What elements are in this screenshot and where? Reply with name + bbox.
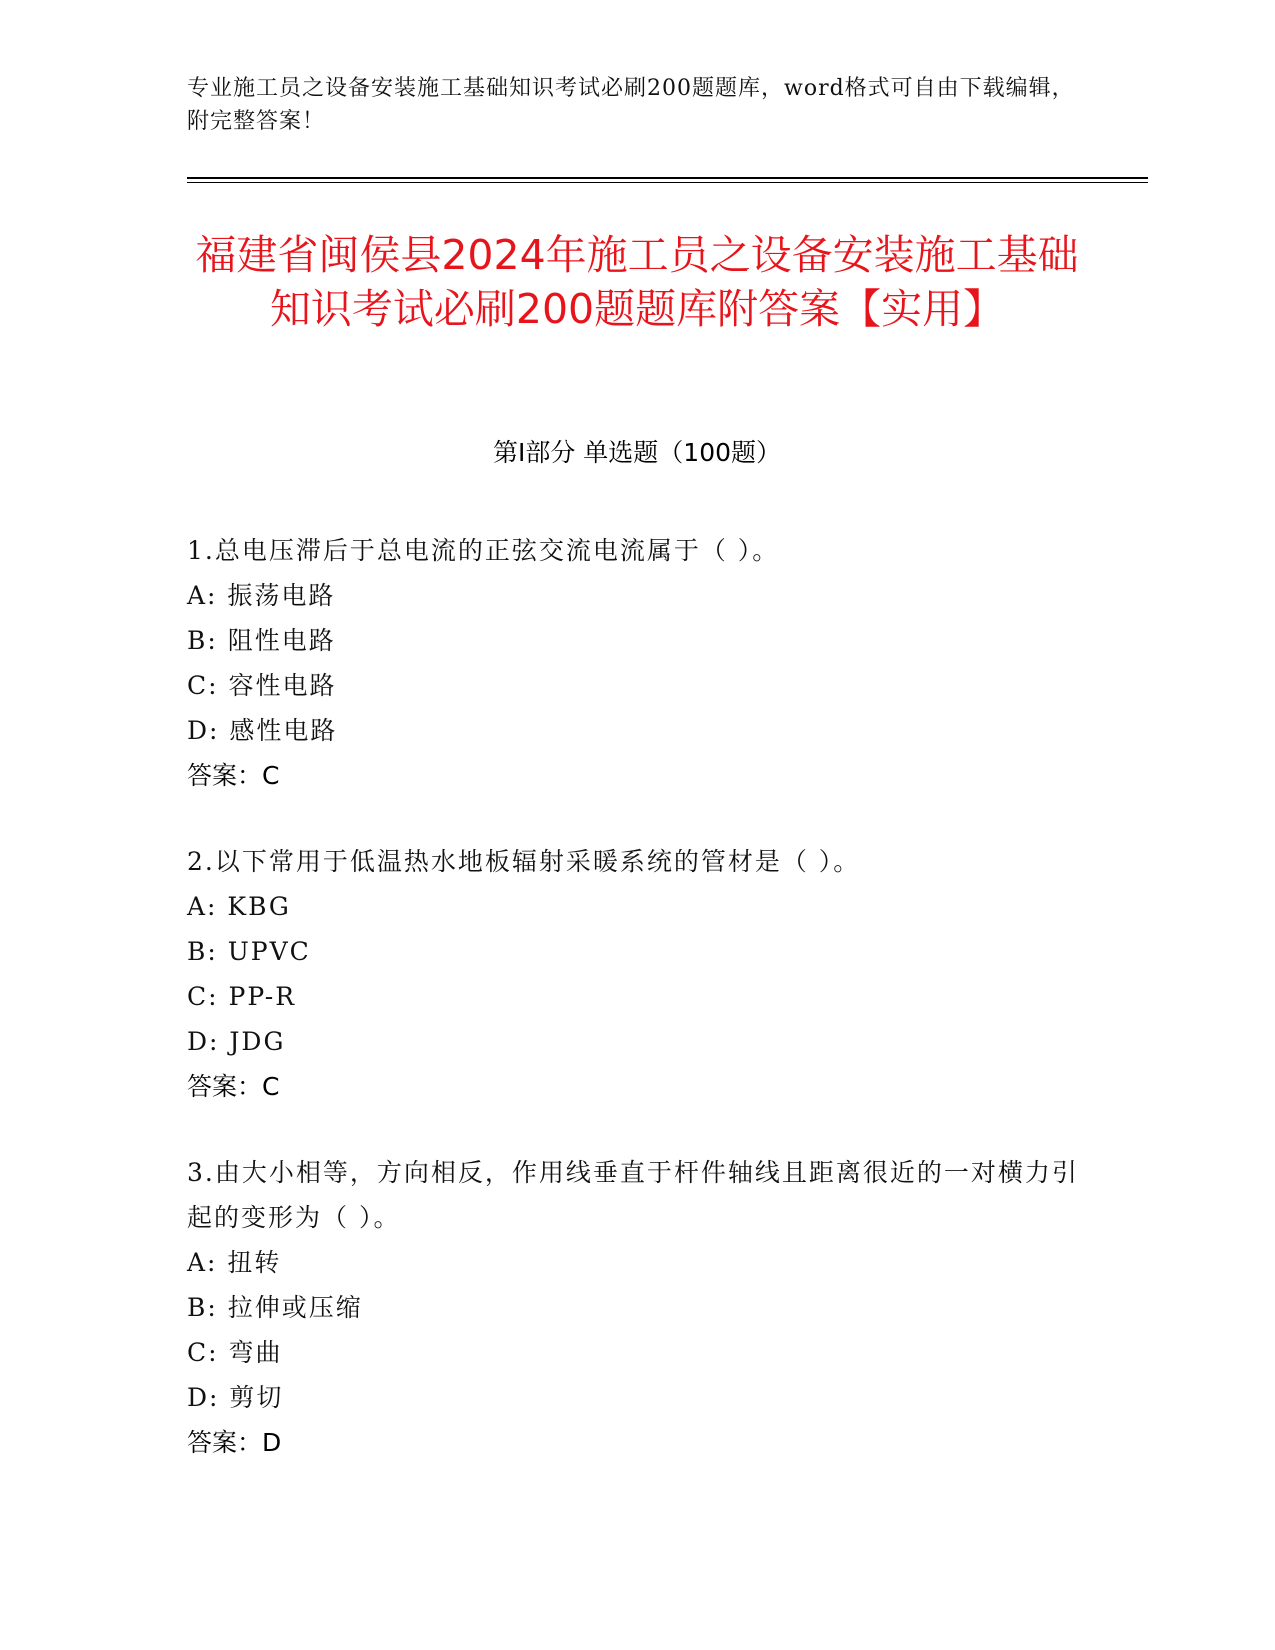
- header-rule-thin: [187, 182, 1148, 183]
- option-d: D: 剪切: [187, 1383, 284, 1412]
- option-b: B: 阻性电路: [187, 626, 336, 655]
- option-b: B: 拉伸或压缩: [187, 1293, 363, 1322]
- option-c: C: 弯曲: [187, 1338, 283, 1367]
- question-answer: 答案：C: [187, 1072, 280, 1101]
- option-a: A: 扭转: [187, 1248, 282, 1277]
- option-a: A: 振荡电路: [187, 581, 336, 610]
- section-title: 第Ⅰ部分 单选题（100题）: [492, 438, 782, 467]
- header-note: 专业施工员之设备安装施工基础知识考试必刷200题题库，word格式可自由下载编辑，附完整答案！: [187, 76, 1075, 134]
- question-stem: 3.由大小相等，方向相反，作用线垂直于杆件轴线且距离很近的一对横力引起的变形为（ ）。: [187, 1158, 1079, 1232]
- option-a: A: KBG: [187, 892, 291, 921]
- question-answer: 答案：C: [187, 761, 280, 790]
- option-d: D: 感性电路: [187, 716, 338, 745]
- option-b: B: UPVC: [187, 937, 311, 966]
- question-answer: 答案：D: [187, 1428, 282, 1457]
- option-c: C: PP-R: [187, 982, 297, 1011]
- header-rule-thick: [187, 177, 1148, 179]
- question-1: [187, 528, 1087, 798]
- question-stem: 1.总电压滞后于总电流的正弦交流电流属于（ ）。: [187, 536, 780, 565]
- question-list: [187, 528, 1087, 1506]
- option-d: D: JDG: [187, 1027, 286, 1056]
- question-3: [187, 1150, 1087, 1465]
- option-c: C: 容性电路: [187, 671, 337, 700]
- document-title: 福建省闽侯县2024年施工员之设备安装施工基础知识考试必刷200题题库附答案【实用】: [195, 231, 1079, 333]
- question-stem: 2.以下常用于低温热水地板辐射采暖系统的管材是（ ）。: [187, 847, 861, 876]
- question-2: [187, 839, 1087, 1109]
